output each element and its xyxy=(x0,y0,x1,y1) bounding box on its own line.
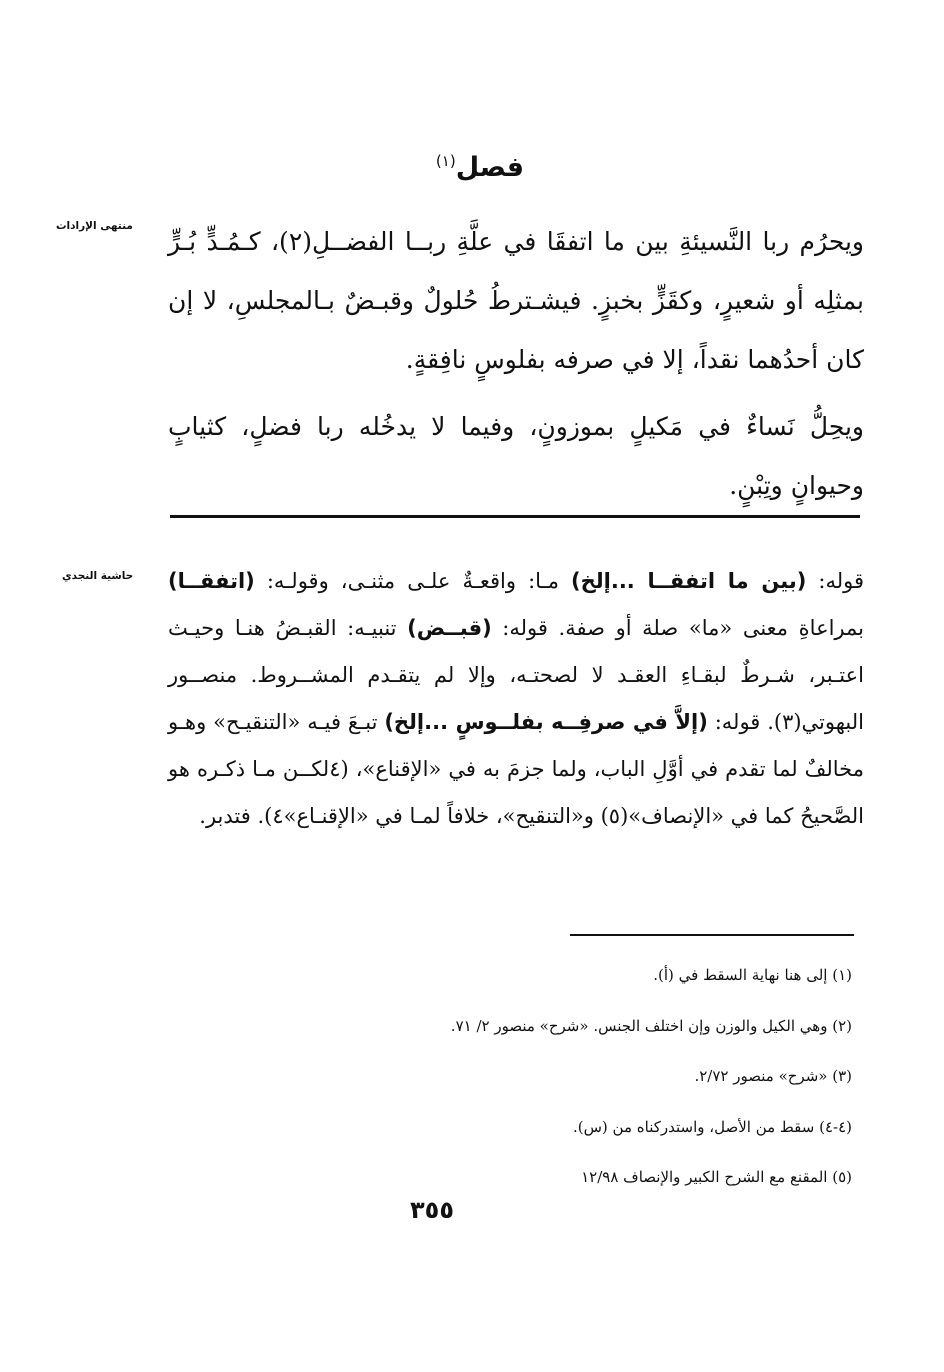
main-paragraph-2: ويحِلُّ نَساءٌ في مَكيلٍ بموزونٍ، وفيما لا يدخُله ربا فضلٍ، كثيابٍ وحيوانٍ وتِبْنٍ. xyxy=(168,412,864,500)
commentary-segment: قوله: xyxy=(806,569,865,593)
footnote-item: (٤-٤) سقط من الأصل، واستدركناه من (س). xyxy=(573,1117,852,1136)
section-heading xyxy=(380,152,580,183)
commentary-quote: (بين ما اتفقــا ...إلخ) xyxy=(571,569,807,593)
footnotes-divider-line xyxy=(570,934,854,936)
footnote-item: (٥) المقنع مع الشرح الكبير والإنصاف ١٢/٩٨ xyxy=(581,1168,852,1186)
heading-footnote-marker: (١) xyxy=(435,152,456,170)
margin-label-najdi: حاشية النجدي xyxy=(62,570,134,582)
commentary-quote: (إلاَّ في صرفِــه بفلــوسٍ ...إلخ) xyxy=(384,710,708,734)
margin-label-muntaha: منتهى الإرادات xyxy=(56,220,133,232)
main-paragraph-1: ويحرُم ربا النَّسيئةِ بين ما اتفقَا في علَّةِ ربــا الفضــلِ(٢)، كـمُـدٍّ بُـرٍّ بمثلِه أو شعيرٍ، وكقَزٍّ بخبزٍ. فيشـترطُ حُلولٌ وقبـضٌ بـالمجلسِ، لا إن كان أحدُهما نقداً، إلا في صرفه بفلوسٍ نافِقةٍ. xyxy=(168,227,864,374)
commentary-segment: بمراعاةِ معنى «ما» صلة أو صفة. قوله: xyxy=(491,616,865,640)
page-number: ٣٥٥ xyxy=(410,1196,454,1224)
heading-title: فصل xyxy=(455,152,525,183)
commentary-quote: (قبــض) xyxy=(407,616,492,640)
main-text xyxy=(168,212,864,515)
main-divider-line xyxy=(170,515,860,518)
commentary-segment: تبـعَ فيـه «التنقيـح» وهـو مخالفٌ لما تقدم في أوَّلِ الباب، ولما جزمَ به في «الإقناع»، (٤لكــن مـا ذكـره هو الصَّحيحُ كما في «الإنصاف»(٥) و«التنقيح»، خلافاً لمـا في «الإقنـاع»٤). فتدبر. xyxy=(168,710,864,828)
commentary-segment: تنبيـه: القبـضُ هنـا وحيـث اعتـبر، شـرطٌ لبقـاءِ العقـد لا لصحتـه، وإلا لم يتقـدم المشــروط. منصــور البهوتي(٣). قوله: xyxy=(168,616,864,734)
footnote-item: (١) إلى هنا نهاية السقط في (أ). xyxy=(653,966,852,984)
commentary-paragraph xyxy=(168,558,864,840)
commentary-text xyxy=(168,558,864,840)
footnote-item: (٣) «شرح» منصور ٢/٧٢. xyxy=(694,1067,852,1085)
commentary-quote: (اتفقــا) xyxy=(168,569,255,593)
footnotes-list xyxy=(300,950,852,1203)
commentary-segment: مـا: واقعـةٌ علـى مثنـى، وقولـه: xyxy=(254,569,572,593)
footnote-item: (٢) وهي الكيل والوزن وإن اختلف الجنس. «شرح» منصور ٢/ ٧١. xyxy=(450,1016,852,1035)
